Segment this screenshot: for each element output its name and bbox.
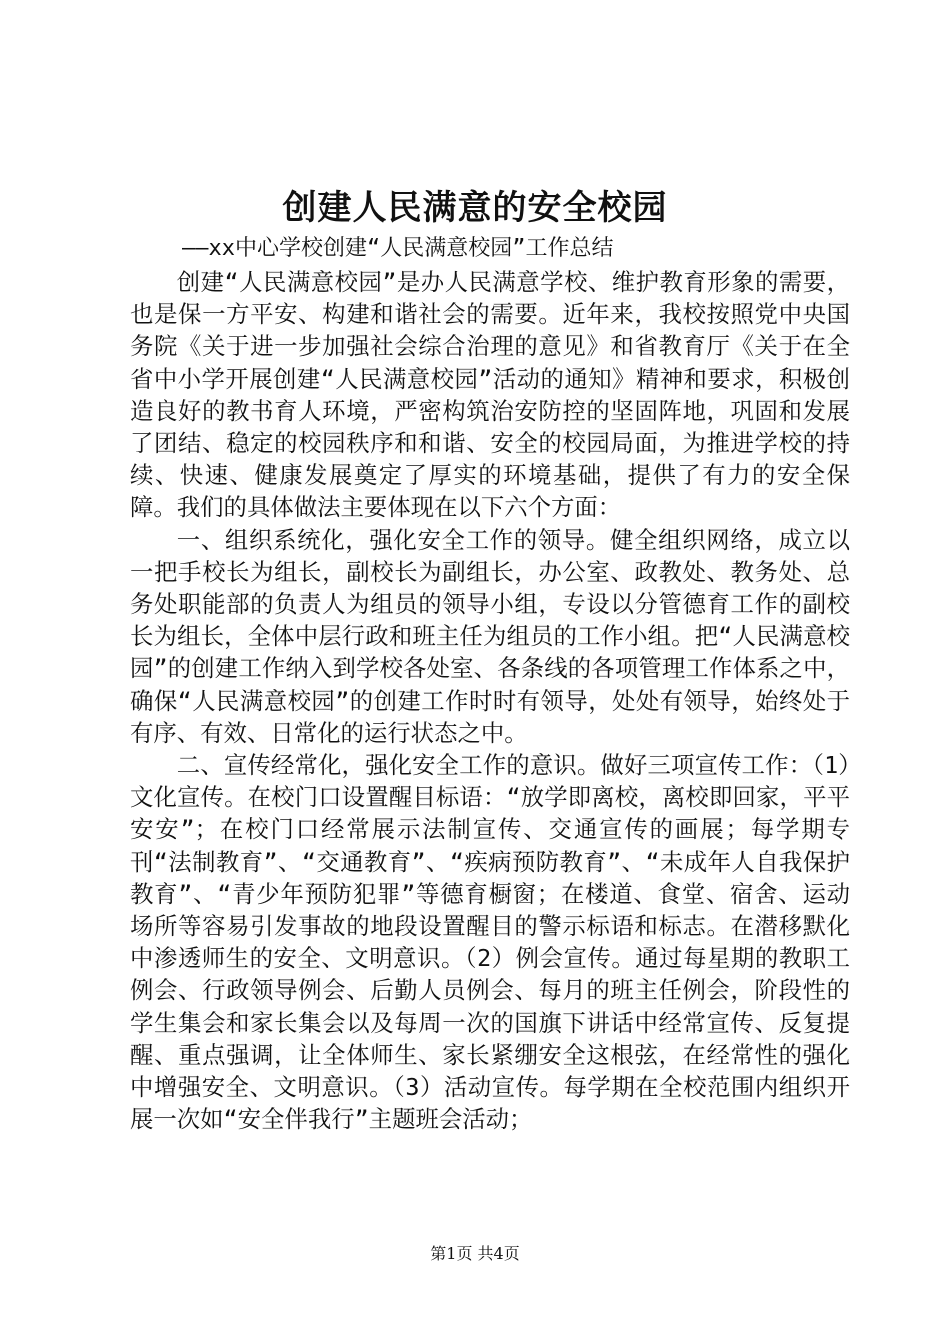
paragraph-section-2: 二、宣传经常化，强化安全工作的意识。做好三项宣传工作：（1）文化宣传。在校门口设置醒目标语：“放学即离校，离校即回家，平平安安”；在校门口经常展示法制宣传、交通宣传的画展；每学期专刊“法制教育”、“交通教育”、“疾病预防教育”、“未成年人自我保护教育”、“青少年预防犯罪”等德育橱窗；在楼道、食堂、宿舍、运动场所等容易引发事故的地段设置醒目的警示标语和标志。在潜移默化中渗透师生的安全、文明意识。（2）例会宣传。通过每星期的教职工例会、行政领导例会、后勤人员例会、每月的班主任例会，阶段性的学生集会和家长集会以及每周一次的国旗下讲话中经常宣传、反复提醒、重点强调，让全体师生、家长紧绷安全这根弦，在经常性的强化中增强安全、文明意识。（3）活动宣传。每学期在全校范围内组织开展一次如“安全伴我行”主题班会活动； [130, 751, 850, 1134]
page-number-footer: 第1页 共4页 [430, 1244, 520, 1263]
document-subtitle: ——xx中心学校创建“人民满意校园”工作总结 [182, 236, 614, 261]
document-body [130, 266, 850, 1135]
document-title: 创建人民满意的安全校园 [282, 188, 668, 228]
paragraph-intro: 创建“人民满意校园”是办人民满意学校、维护教育形象的需要，也是保一方平安、构建和谐社会的需要。近年来，我校按照党中央国务院《关于进一步加强社会综合治理的意见》和省教育厅《关于在全省中小学开展创建“人民满意校园”活动的通知》精神和要求，积极创造良好的教书育人环境，严密构筑治安防控的坚固阵地，巩固和发展了团结、稳定的校园秩序和和谐、安全的校园局面，为推进学校的持续、快速、健康发展奠定了厚实的环境基础，提供了有力的安全保障。我们的具体做法主要体现在以下六个方面： [130, 268, 850, 522]
paragraph-section-1: 一、组织系统化，强化安全工作的领导。健全组织网络，成立以一把手校长为组长，副校长为副组长，办公室、政教处、教务处、总务处职能部的负责人为组员的领导小组，专设以分管德育工作的副校长为组长，全体中层行政和班主任为组员的工作小组。把“人民满意校园”的创建工作纳入到学校各处室、各条线的各项管理工作体系之中，确保“人民满意校园”的创建工作时时有领导，处处有领导，始终处于有序、有效、日常化的运行状态之中。 [130, 525, 850, 747]
